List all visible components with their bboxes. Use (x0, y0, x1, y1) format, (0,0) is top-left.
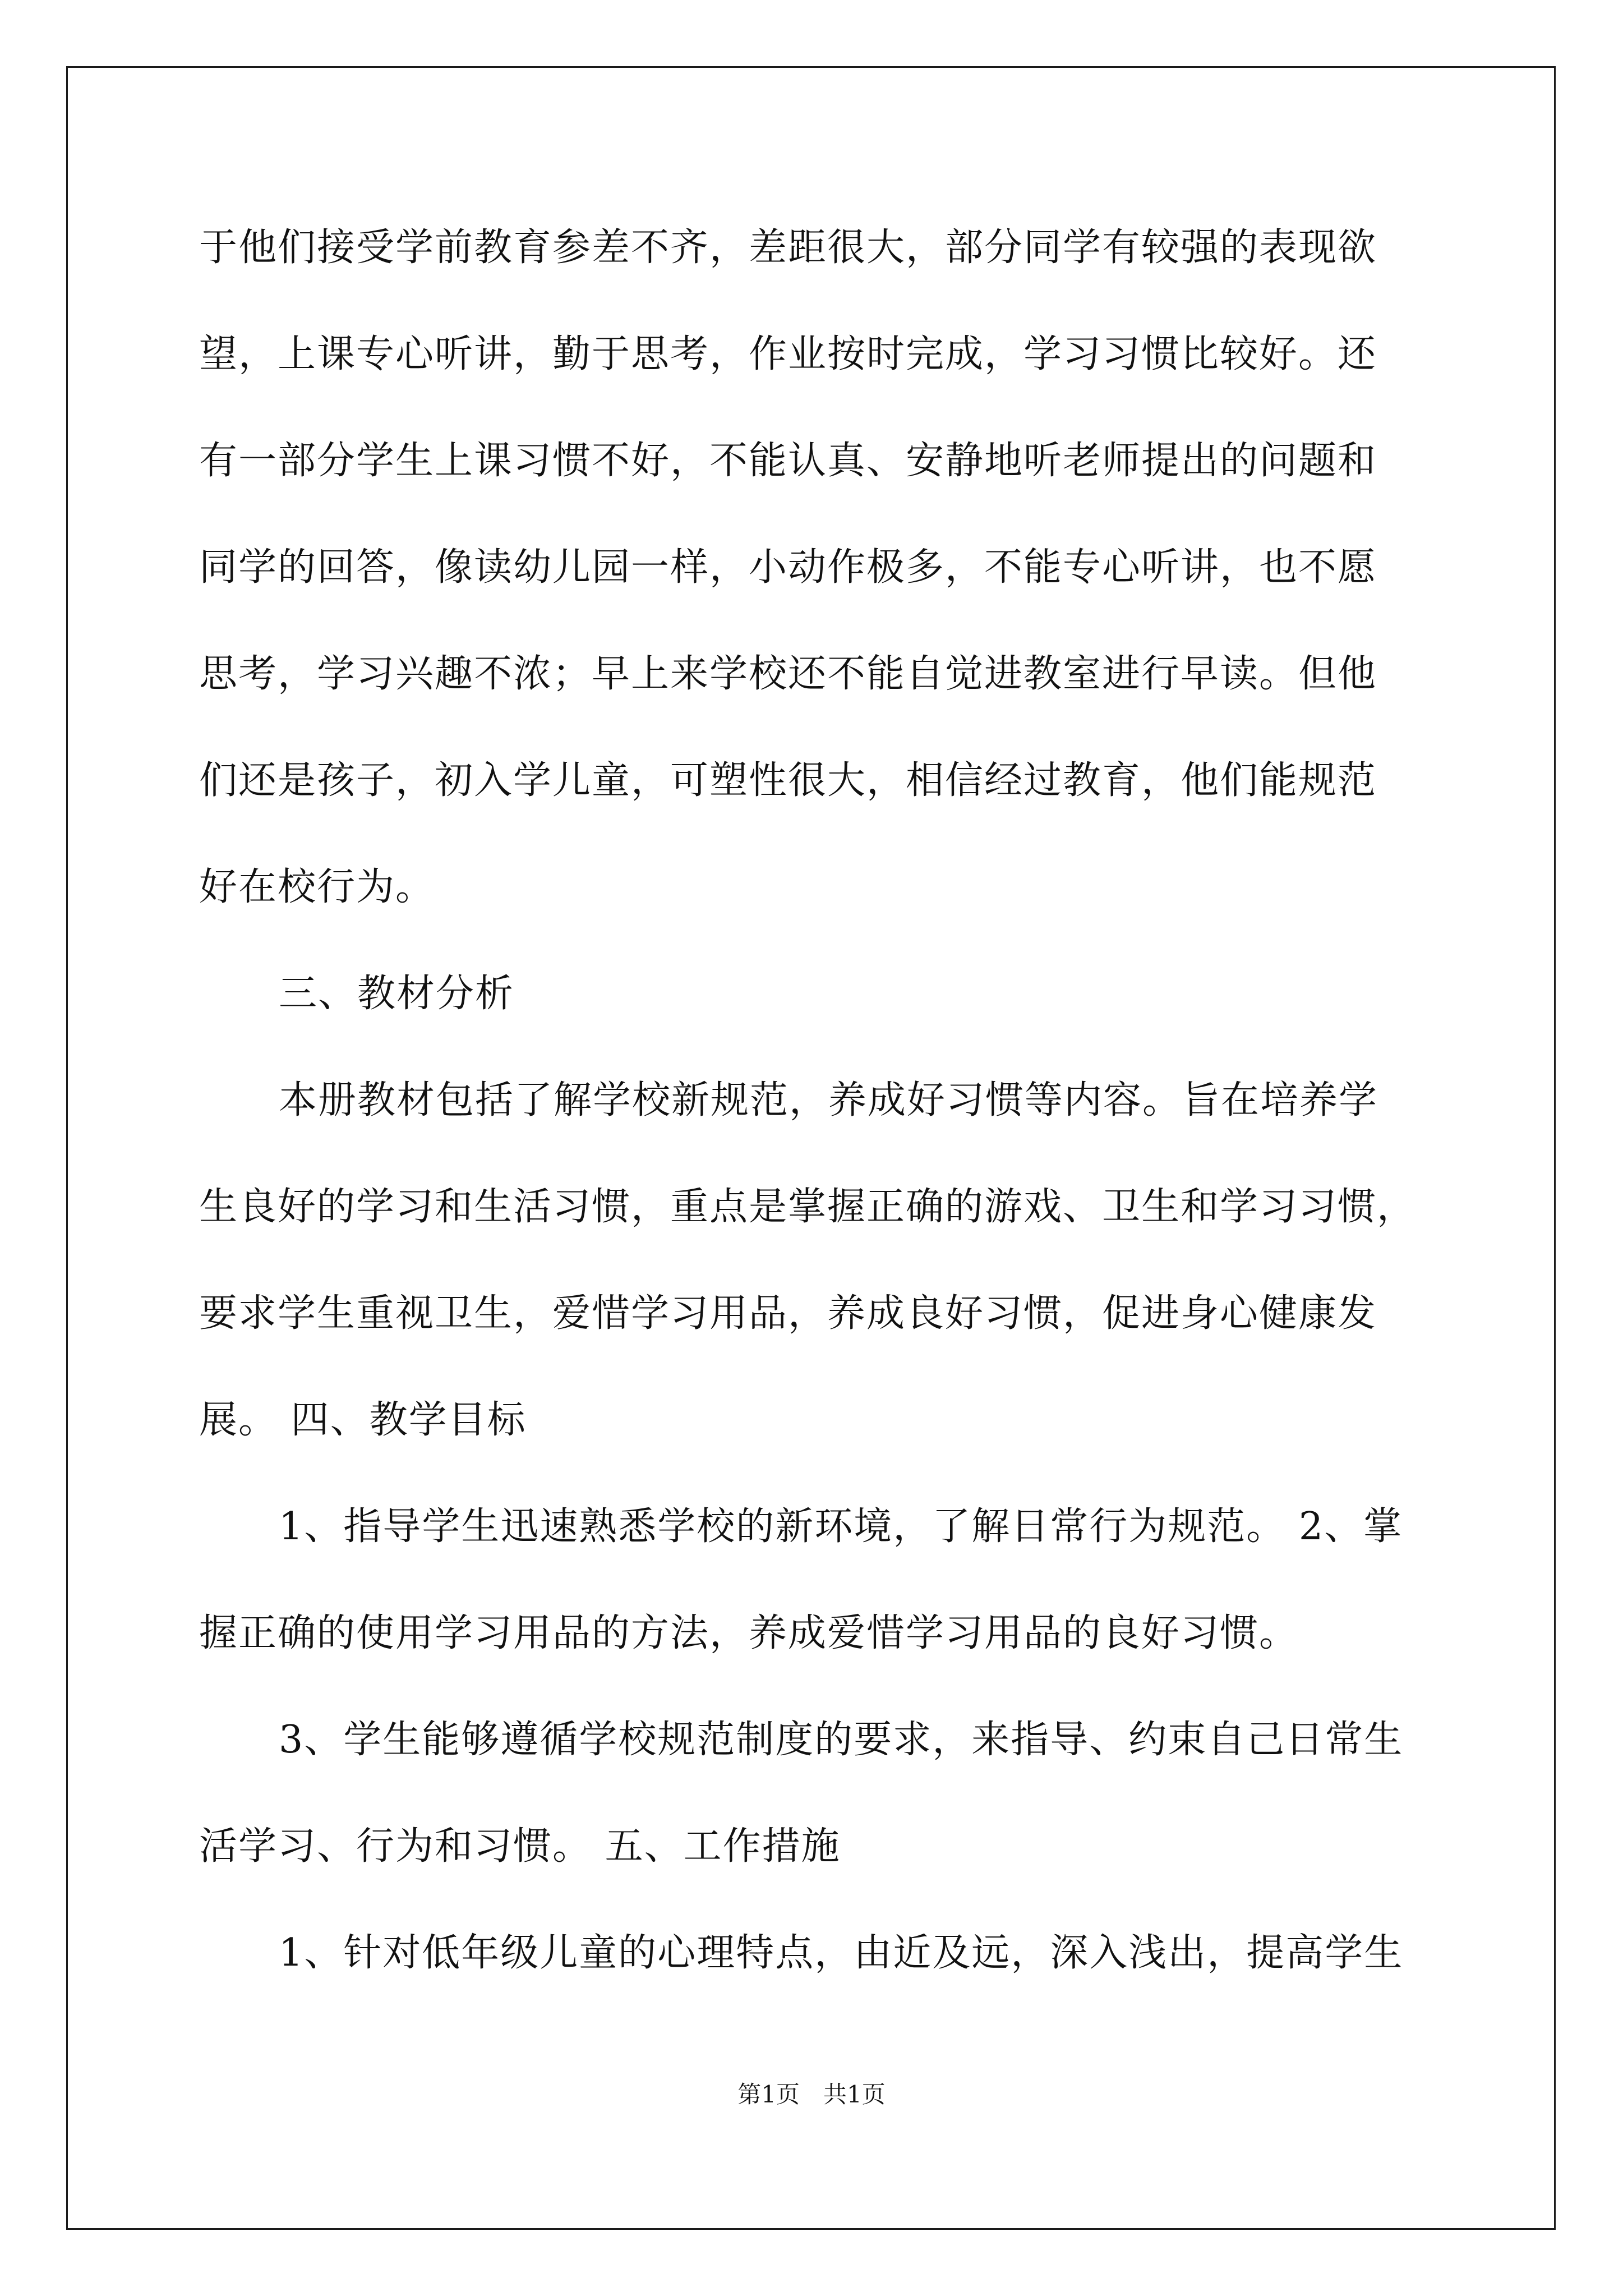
text-line: 好在校行为。 (199, 865, 435, 909)
text-line: 1、针对低年级儿童的心理特点，由近及远，深入浅出，提高学生 (279, 1931, 1404, 1975)
text-line: 1、指导学生迅速熟悉学校的新环境，了解日常行为规范。 2、掌 (279, 1504, 1403, 1549)
page-border (66, 66, 1556, 2230)
text-line: 有一部分学生上课习惯不好，不能认真、安静地听老师提出的问题和 (199, 439, 1377, 483)
text-line: 思考，学习兴趣不浓；早上来学校还不能自觉进教室进行早读。但他 (199, 652, 1377, 696)
text-line: 们还是孩子，初入学儿童，可塑性很大，相信经过教育，他们能规范 (199, 758, 1377, 803)
text-line: 本册教材包括了解学校新规范，养成好习惯等内容。旨在培养学 (279, 1078, 1378, 1122)
text-line: 活学习、行为和习惯。 五、工作措施 (199, 1824, 841, 1869)
text-line: 望，上课专心听讲，勤于思考，作业按时完成，学习习惯比较好。还 (199, 332, 1377, 376)
text-line: 握正确的使用学习用品的方法，养成爱惜学习用品的良好习惯。 (199, 1611, 1299, 1655)
text-line: 同学的回答，像读幼儿园一样，小动作极多，不能专心听讲，也不愿 (199, 545, 1377, 590)
section-heading: 三、教材分析 (279, 972, 515, 1016)
text-line: 要求学生重视卫生，爱惜学习用品，养成良好习惯，促进身心健康发 (199, 1291, 1377, 1336)
page-footer: 第1页 共1页 (737, 2081, 886, 2108)
text-line: 展。 四、教学目标 (199, 1398, 527, 1442)
text-line: 生良好的学习和生活习惯，重点是掌握正确的游戏、卫生和学习习惯， (199, 1185, 1417, 1229)
text-line: 3、学生能够遵循学校规范制度的要求，来指导、约束自己日常生 (279, 1718, 1404, 1762)
text-line: 于他们接受学前教育参差不齐，差距很大，部分同学有较强的表现欲 (199, 226, 1377, 270)
